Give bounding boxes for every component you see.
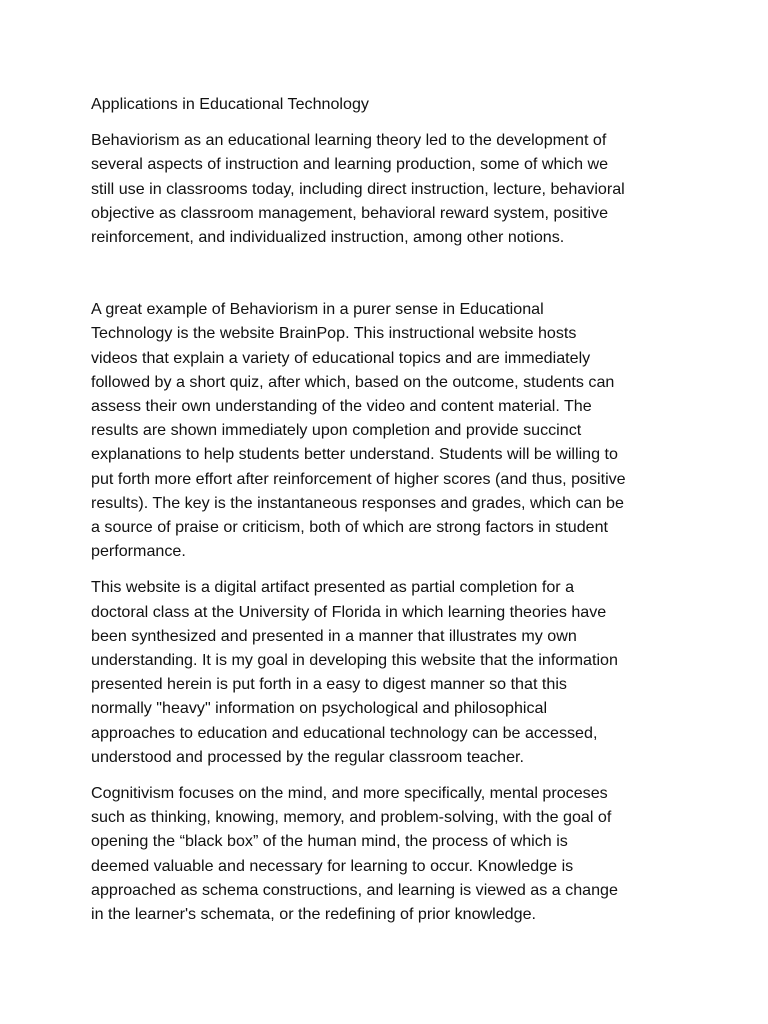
paragraph-line: several aspects of instruction and learning production, some of which we [91, 155, 609, 174]
paragraph-line: understanding. It is my goal in developing this website that the information [91, 651, 618, 670]
paragraph-line: Cognitivism focuses on the mind, and more specifically, mental proceses [91, 784, 608, 803]
paragraph-line: presented herein is put forth in a easy to digest manner so that this [91, 675, 567, 694]
paragraph-line: followed by a short quiz, after which, based on the outcome, students can [91, 372, 615, 391]
paragraph-line: deemed valuable and necessary for learning to occur. Knowledge is [91, 856, 574, 875]
paragraph-line: results are shown immediately upon completion and provide succinct [91, 421, 582, 440]
paragraph-line: approaches to education and educational technology can be accessed, [91, 723, 598, 742]
paragraph-behaviorism-intro [91, 128, 681, 249]
paragraph-line: still use in classrooms today, including direct instruction, lecture, behavioral [91, 179, 625, 198]
paragraph-line: objective as classroom management, behavioral reward system, positive [91, 203, 609, 222]
paragraph-line: understood and processed by the regular classroom teacher. [91, 747, 524, 766]
paragraph-line: reinforcement, and individualized instruction, among other notions. [91, 228, 565, 247]
paragraph-brainpop-example [91, 297, 681, 563]
paragraph-line: Technology is the website BrainPop. This instructional website hosts [91, 324, 577, 343]
paragraph-line: such as thinking, knowing, memory, and problem-solving, with the goal of [91, 808, 612, 827]
paragraph-line: videos that explain a variety of educational topics and are immediately [91, 348, 591, 367]
paragraph-line: opening the “black box” of the human mind, the process of which is [91, 832, 568, 851]
paragraph-line: Behaviorism as an educational learning theory led to the development of [91, 131, 607, 150]
document-body [91, 92, 681, 938]
paragraph-line: a source of praise or criticism, both of which are strong factors in student [91, 518, 609, 537]
paragraph-website-purpose [91, 575, 681, 769]
document-title: Applications in Educational Technology [91, 95, 369, 113]
paragraph-line: put forth more effort after reinforcement of higher scores (and thus, positive [91, 469, 626, 488]
paragraph-line: assess their own understanding of the video and content material. The [91, 397, 592, 416]
paragraph-line: normally "heavy" information on psychological and philosophical [91, 699, 548, 718]
paragraph-line: been synthesized and presented in a manner that illustrates my own [91, 626, 577, 645]
paragraph-line: explanations to help students better understand. Students will be willing to [91, 445, 618, 464]
paragraph-line: doctoral class at the University of Florida in which learning theories have [91, 602, 607, 621]
paragraph-line: approached as schema constructions, and learning is viewed as a change [91, 880, 618, 899]
paragraph-line: in the learner's schemata, or the redefining of prior knowledge. [91, 905, 537, 924]
paragraph-cognitivism [91, 781, 681, 926]
paragraph-line: This website is a digital artifact presented as partial completion for a [91, 578, 575, 597]
paragraph-line: performance. [91, 542, 186, 561]
paragraph-line: results). The key is the instantaneous responses and grades, which can be [91, 493, 624, 512]
paragraph-line: A great example of Behaviorism in a purer sense in Educational [91, 300, 544, 319]
